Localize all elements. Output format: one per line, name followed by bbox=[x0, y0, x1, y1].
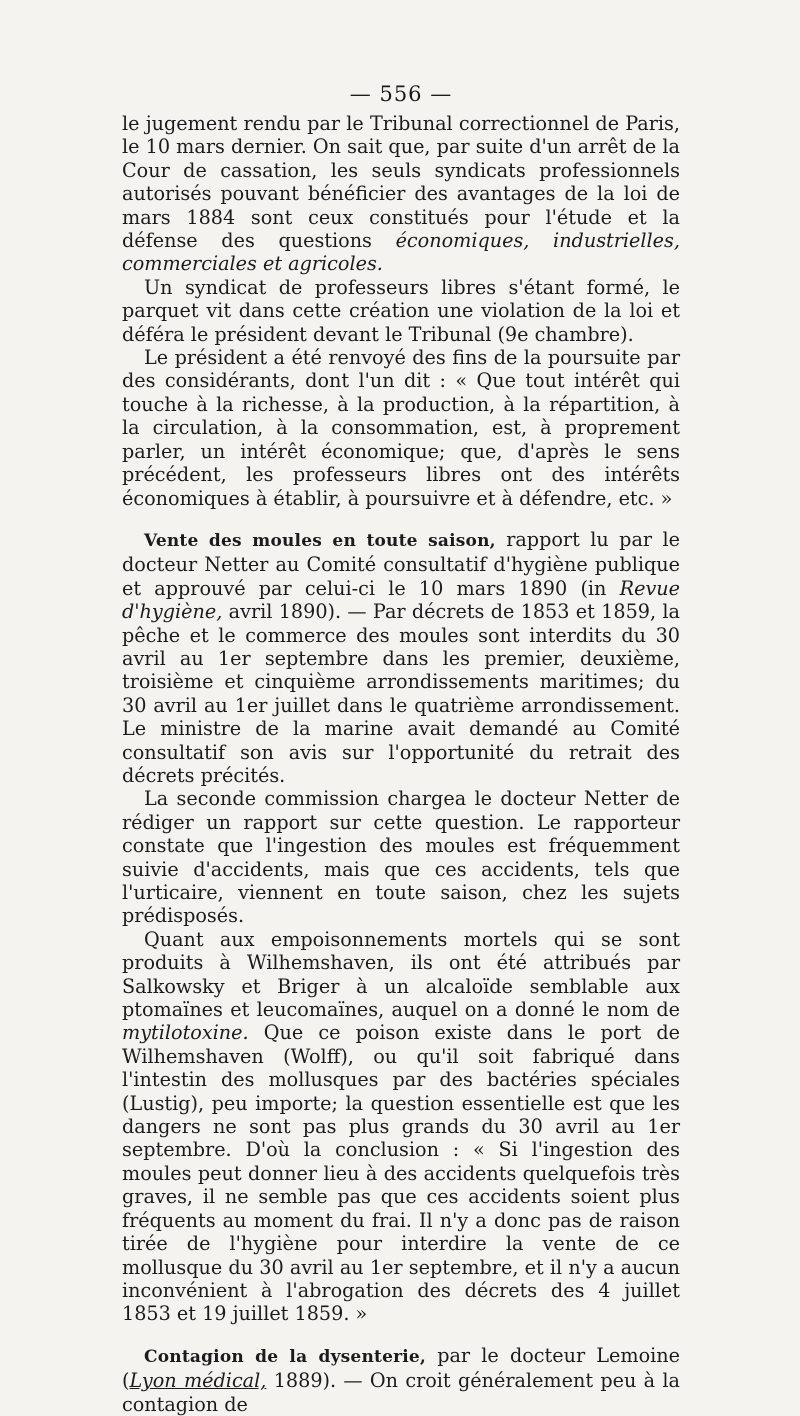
section-dysenterie-italic: Lyon médical, bbox=[129, 1369, 267, 1393]
paragraph-1-text: le jugement rendu par le Tribunal correctionnel de Paris, le 10 mars dernier. On sait que, par suite d'un arrêt de la Cour de cassation, les seuls syndicats professionnels autorisés pouvant bénéficier des avantages de la loi de mars 1884 sont ceux constitués pour l'étude et la défense des questions bbox=[122, 112, 680, 253]
section-dysenterie bbox=[122, 1344, 680, 1416]
section-moules-heading: Vente des moules en toute saison, bbox=[144, 530, 496, 551]
section-moules-text-a: rapport lu par le docteur Netter au Comité consultatif d'hygiène publique et approuvé par celui-ci le 10 mars 1890 (in bbox=[122, 527, 680, 600]
section-moules-italic: Revue d'hygiène, bbox=[122, 576, 680, 624]
section-dysenterie-heading: Contagion de la dysenterie, bbox=[144, 1346, 427, 1367]
page-body bbox=[122, 112, 680, 1416]
page-number: — 556 — bbox=[349, 82, 453, 106]
paragraph-2: Un syndicat de professeurs libres s'étant formé, le parquet vit dans cette création une violation de la loi et déféra le président devant le Tribunal (9e chambre). bbox=[122, 275, 680, 346]
paragraph-1-italic: économiques, industrielles, commerciales et agricoles. bbox=[122, 229, 680, 276]
paragraph-4: La seconde commission chargea le docteur Netter de rédiger un rapport sur cette question. Le rapporteur constate que l'ingestion des moules est fréquemment suivie d'accidents, mais que ces accidents, tels que l'urticaire, viennent en toute saison, chez les sujets prédisposés. bbox=[122, 787, 680, 928]
paragraph-5-text-a: Quant aux empoisonnements mortels qui se sont produits à Wilhemshaven, ils ont été attribués par Salkowsky et Briger à un alcaloïde semblable aux ptomaïnes et leucomaïnes, auquel on a donné le nom de bbox=[122, 927, 680, 1022]
section-dysenterie-text-a: par le docteur Lemoine ( bbox=[122, 1343, 680, 1393]
paragraph-5-text-b: Que ce poison existe dans le port de Wilhemshaven (Wolff), ou qu'il soit fabriqué dans l'intestin des mollusques par des bactéries spéciales (Lustig), peu importe; la question essentielle est que les dangers ne sont pas plus grands du 30 avril au 1er septembre. D'où la conclusion : « Si l'ingestion des moules peut donner lieu à des accidents quelquefois très graves, il ne semble pas que ces accidents soient plus fréquents au moment du frai. Il n'y a donc pas de raison tirée de l'hygiène pour interdire la vente de ce mollusque du 30 avril au 1er septembre, et il n'y a aucun inconvénient à l'abrogation des décrets des 4 juillet 1853 et 19 juillet 1859. » bbox=[122, 1021, 680, 1326]
section-dysenterie-text-b: 1889). — On croit généralement peu à la contagion de bbox=[122, 1369, 680, 1416]
paragraph-5 bbox=[122, 928, 680, 1326]
section-moules-text-b: avril 1890). — Par décrets de 1853 et 1859, la pêche et le commerce des moules sont interdits du 30 avril au 1er septembre dans les premier, deuxième, troisième et cinquième arrondissements maritimes; du 30 avril au 1er juillet dans le quatrième arrondissement. Le ministre de la marine avait demandé au Comité consultatif son avis sur l'opportunité du retrait des décrets précités. bbox=[122, 600, 680, 787]
section-moules bbox=[122, 528, 680, 787]
paragraph-5-italic: mytilotoxine. bbox=[122, 1021, 249, 1045]
paragraph-1 bbox=[122, 112, 680, 276]
paragraph-3: Le président a été renvoyé des fins de la poursuite par des considérants, dont l'un dit : « Que tout intérêt qui touche à la richesse, à la production, à la répartition, à la circulation, à la consommation, est, à proprement parler, un intérêt économique; que, d'après le sens précédent, les professeurs libres ont des intérêts économiques à établir, à poursuivre et à défendre, etc. » bbox=[122, 346, 680, 510]
